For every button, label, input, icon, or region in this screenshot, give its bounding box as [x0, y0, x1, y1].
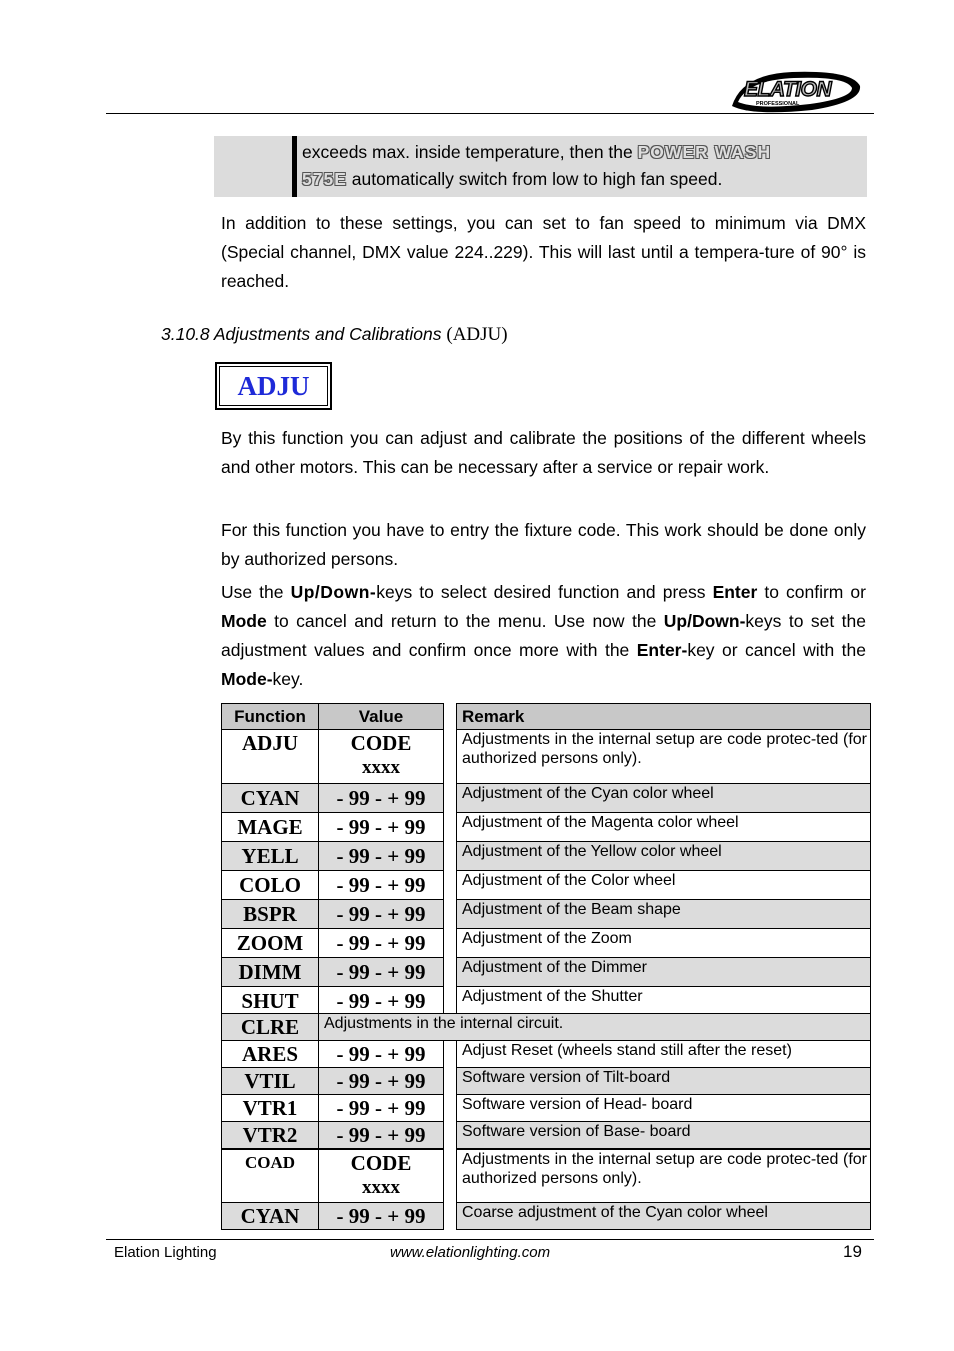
table-row-function: COAD	[221, 1149, 319, 1203]
table-row-function: BSPR	[221, 899, 319, 929]
table-row-function: VTR1	[221, 1094, 319, 1122]
table-row-remark: Adjustment of the Yellow color wheel	[456, 841, 871, 871]
table-row-remark: Adjustments in the internal setup are code protec-ted (for authorized persons only).	[456, 729, 871, 784]
table-row-value: - 99 - + 99	[318, 783, 444, 813]
paragraph-intro: By this function you can adjust and calibrate the positions of the different wheels and other motors. This can be necessary after a service or repair work.	[221, 428, 866, 477]
page-number: 19	[843, 1242, 862, 1261]
table-row-value: - 99 - + 99	[318, 957, 444, 987]
note-text	[302, 139, 865, 193]
table-row-remark: Adjustment of the Zoom	[456, 928, 871, 958]
product-name-a: POWER WASH	[637, 142, 772, 162]
table-row-function: CYAN	[221, 1202, 319, 1230]
table-row-remark: Software version of Tilt-board	[456, 1067, 871, 1095]
footer-website: www.elationlighting.com	[390, 1244, 551, 1261]
table-row-function: YELL	[221, 841, 319, 871]
table-row-function: VTR2	[221, 1121, 319, 1149]
section-tag: (ADJU)	[446, 324, 508, 345]
table-row-remark: Adjustment of the Magenta color wheel	[456, 812, 871, 842]
table-row-remark: Software version of Head- board	[456, 1094, 871, 1122]
table-row-remark: Software version of Base- board	[456, 1121, 871, 1149]
table-row-value: - 99 - + 99	[318, 1040, 444, 1068]
table-row-remark: Adjust Reset (wheels stand still after the reset)	[456, 1040, 871, 1068]
paragraph-keys: Use the Up/Down-keys to select desired function and press Enter to confirm or Mode to cancel and return to the menu. Use now the Up/Down-keys to set the adjustment values and confirm once more with the Enter-key or cancel with the Mode-key.	[221, 582, 866, 689]
table-row-value: - 99 - + 99	[318, 1202, 444, 1230]
section-title: 3.10.8 Adjustments and Calibrations	[161, 324, 442, 344]
table-row-function: ZOOM	[221, 928, 319, 958]
elation-logo	[722, 66, 866, 116]
table-row-value: - 99 - + 99	[318, 870, 444, 900]
table-row-function: CLRE	[221, 1013, 319, 1041]
table-header-function: Function	[221, 703, 319, 730]
table-row-value: - 99 - + 99	[318, 812, 444, 842]
product-name-b: 575E	[302, 169, 347, 189]
table-row-value: - 99 - + 99	[318, 899, 444, 929]
table-row-value: CODE xxxx	[318, 729, 444, 784]
table-row-value: - 99 - + 99	[318, 986, 444, 1016]
table-header-value: Value	[318, 703, 444, 730]
table-row-remark: Adjustments in the internal setup are code protec-ted (for authorized persons only).	[456, 1149, 871, 1203]
note-line2: automatically switch from low to high fan speed.	[351, 169, 723, 189]
table-row-remark: Adjustment of the Dimmer	[456, 957, 871, 987]
table-row-function: CYAN	[221, 783, 319, 813]
table-row-remark: Coarse adjustment of the Cyan color wheel	[456, 1202, 871, 1230]
footer-rule	[106, 1239, 874, 1240]
table-row-value: - 99 - + 99	[318, 1067, 444, 1095]
paragraph-code: For this function you have to entry the fixture code. This work should be done only by authorized persons.	[221, 520, 866, 569]
note-line1: exceeds max. inside temperature, then the	[302, 142, 633, 162]
table-row-remark: Adjustment of the Color wheel	[456, 870, 871, 900]
table-row-remark: Adjustment of the Shutter	[456, 986, 871, 1016]
adju-display-label: ADJU	[219, 366, 328, 406]
table-row-value: - 99 - + 99	[318, 928, 444, 958]
table-row-value: CODE xxxx	[318, 1149, 444, 1203]
table-row-function: MAGE	[221, 812, 319, 842]
table-row-function: VTIL	[221, 1067, 319, 1095]
header-rule	[106, 113, 874, 114]
table-row-function: DIMM	[221, 957, 319, 987]
table-row-remark: Adjustment of the Cyan color wheel	[456, 783, 871, 813]
logo-text: ELATION	[744, 78, 832, 101]
paragraph-fan-speed: In addition to these settings, you can set to fan speed to minimum via DMX (Special channel, DMX value 224..229). This will last until a tempera-ture of 90° is reached.	[221, 213, 866, 291]
section-heading	[161, 324, 508, 346]
table-row-remark-span: Adjustments in the internal circuit.	[318, 1013, 871, 1041]
note-box	[214, 136, 867, 197]
table-header-remark: Remark	[456, 703, 871, 730]
table-row-remark: Adjustment of the Beam shape	[456, 899, 871, 929]
logo-subtext: PROFESSIONAL	[756, 101, 800, 107]
table-row-function: ADJU	[221, 729, 319, 784]
table-row-value: - 99 - + 99	[318, 1121, 444, 1149]
table-row-value: - 99 - + 99	[318, 1094, 444, 1122]
note-bar	[292, 136, 297, 197]
table-row-function: COLO	[221, 870, 319, 900]
adju-display-box	[215, 362, 332, 410]
table-row-value: - 99 - + 99	[318, 841, 444, 871]
footer-company: Elation Lighting	[114, 1244, 217, 1261]
table-row-function: ARES	[221, 1040, 319, 1068]
table-row-function: SHUT	[221, 986, 319, 1016]
